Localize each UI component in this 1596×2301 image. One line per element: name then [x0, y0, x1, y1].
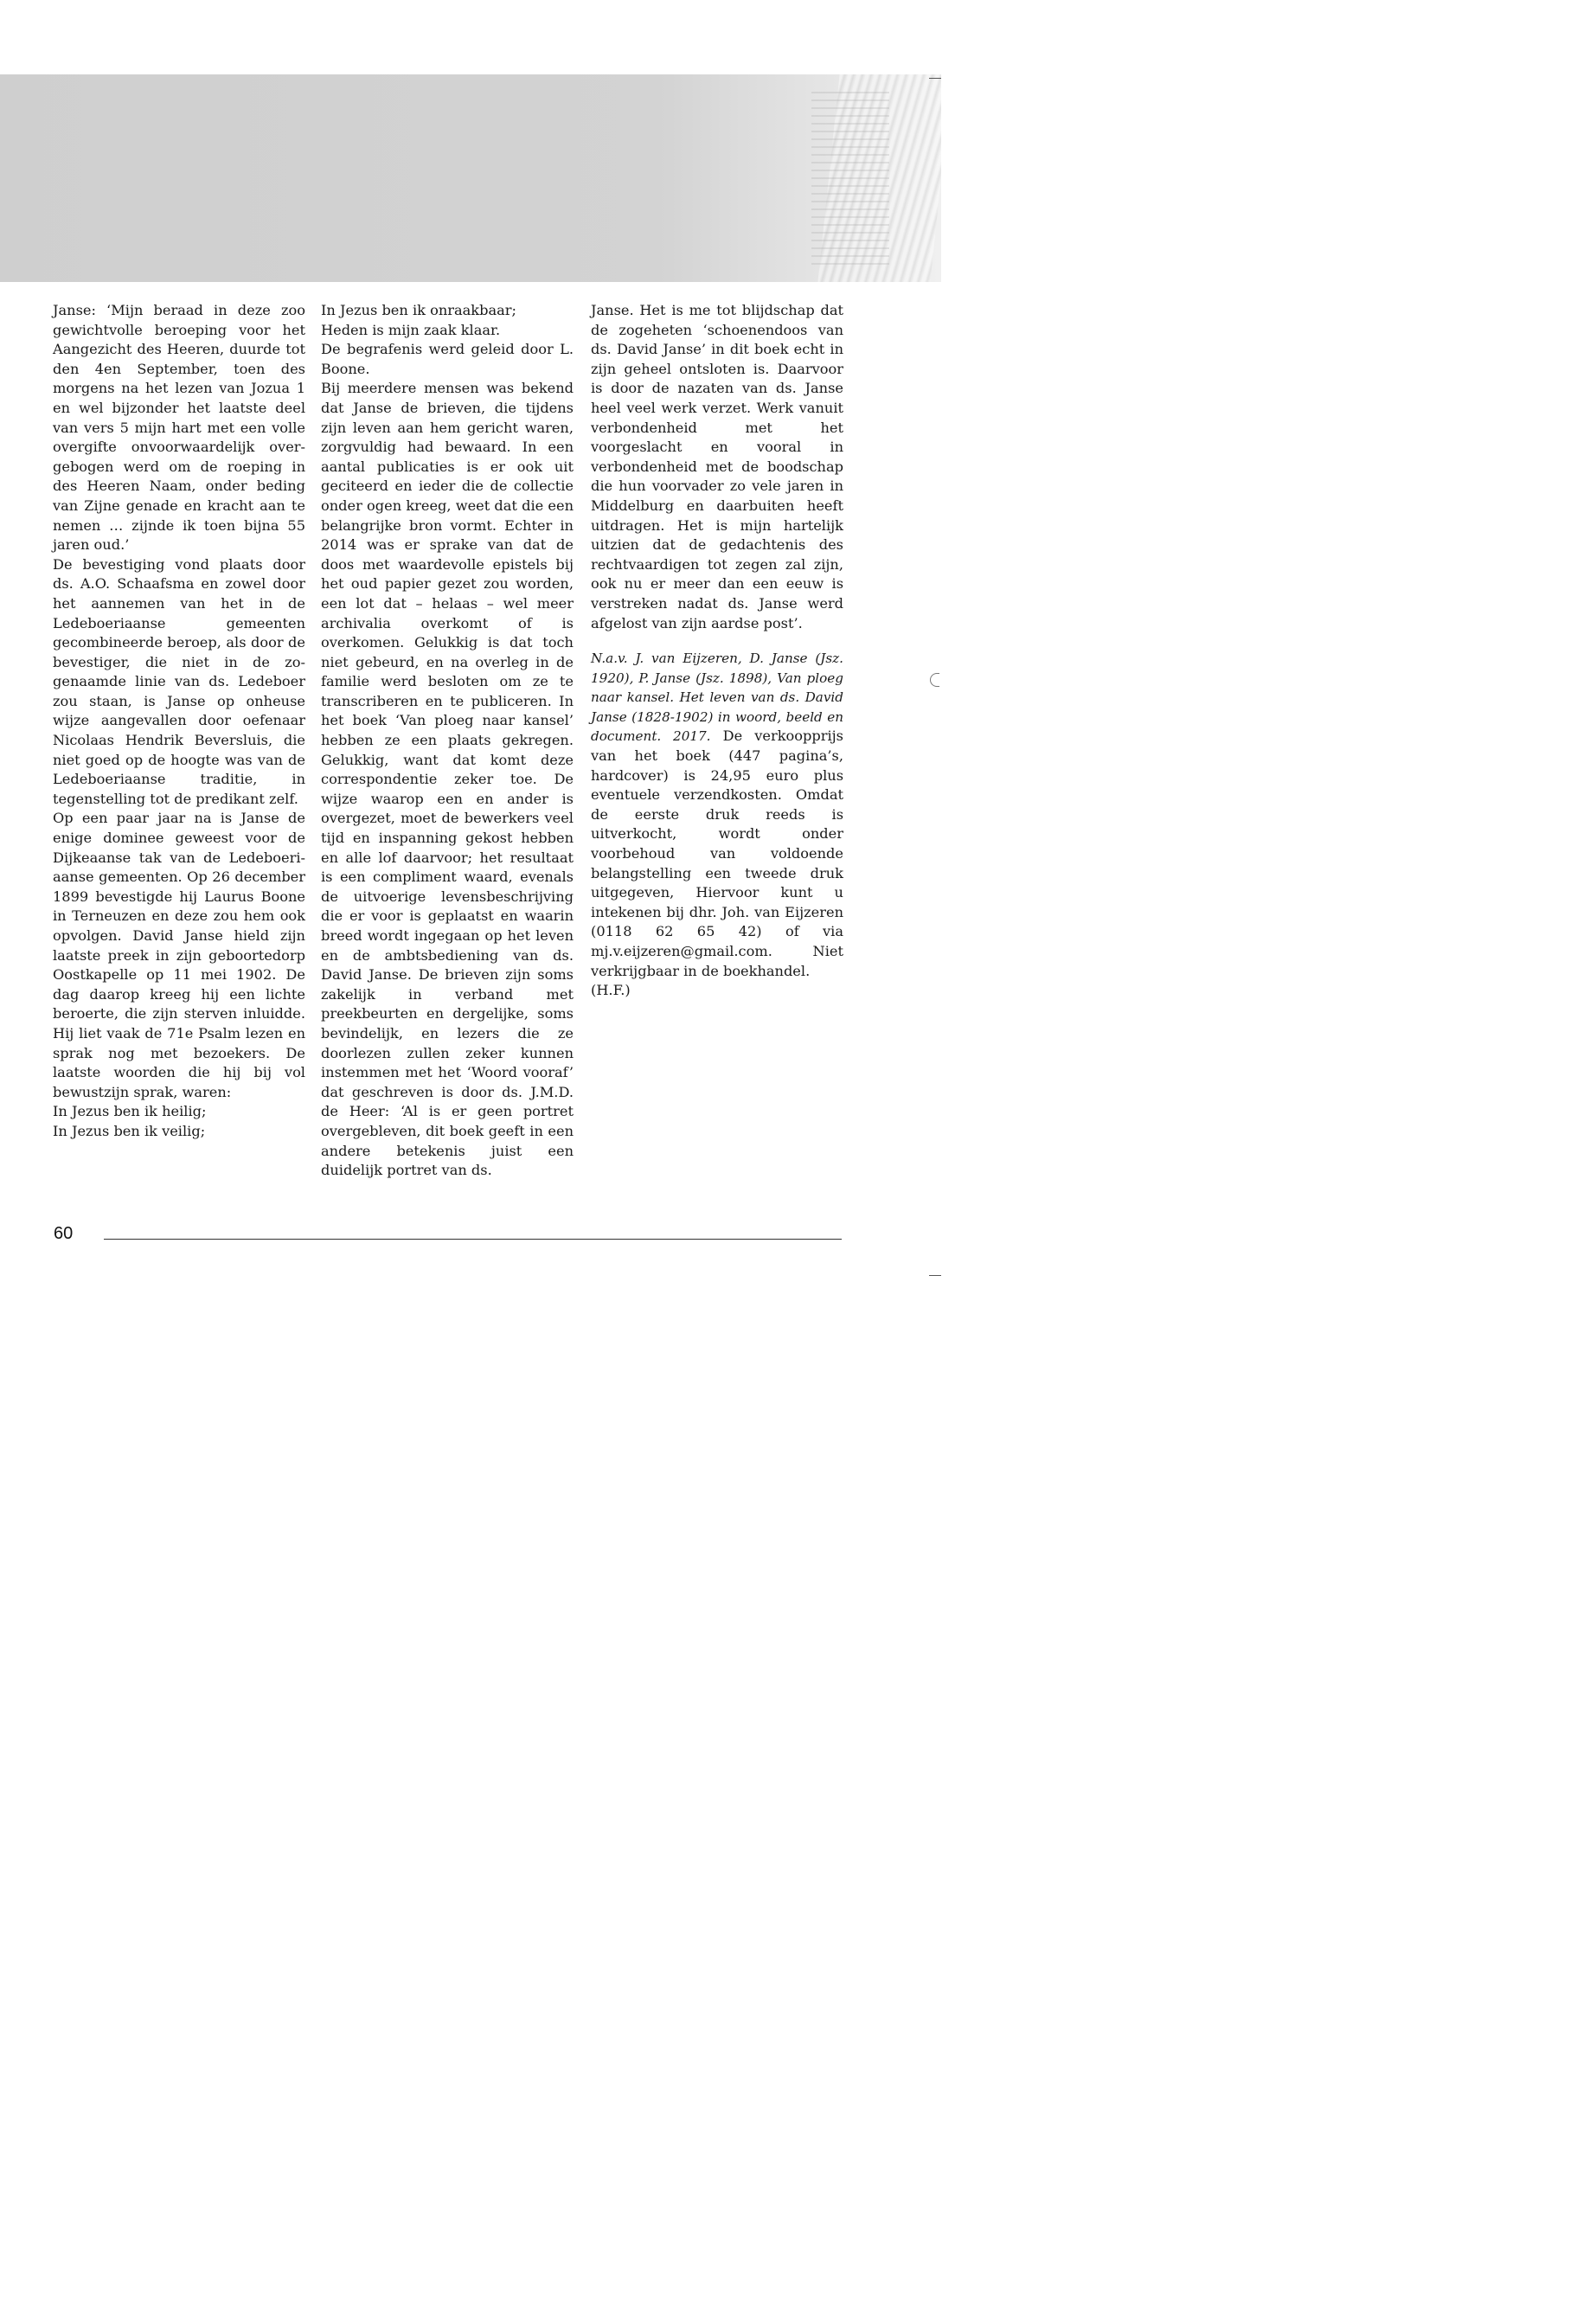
book-text-image: [811, 92, 889, 265]
header-image-band: [0, 74, 941, 282]
author-signature: (H.F.): [591, 982, 631, 999]
paragraph: Janse: ‘Mijn beraad in deze zoo gewichtvolle beroeping voor het Aangezicht des Heeren, duurde tot den 4en September, toen des morgens na het lezen van Jozua 1 en wel bijzonder het laatste deel van vers 5 mijn hart met een volle overgifte onvoorwaardelijk overgebogen werd om de roeping in des Heeren Naam, onder beding van Zijne genade en kracht aan te nemen … zijnde ik toen bijna 55 jaren oud.’: [53, 302, 305, 554]
verse-line: Heden is mijn zaak klaar.: [321, 321, 501, 338]
source-details: De verkoopprijs van het boek (447 pagina’s, hardcover) is 24,95 euro plus eventuele verzendkosten. Omdat de eerste druk reeds is uitverkocht, wordt onder voorbehoud van voldoende belangstelling een tweede druk uitgegeven, Hiervoor kunt u intekenen bij dhr. Joh. van Eijzeren (0118 62 65 42) of via mj.v.eijzeren@gmail.com. Niet verkrijgbaar in de boekhandel.: [591, 727, 843, 979]
paragraph-gap: [591, 633, 843, 649]
paragraph: Op een paar jaar na is Janse de enige dominee geweest voor de Dijkeaanse tak van de Ledeboeriaanse gemeenten. Op 26 december 1899 bevestigde hij Laurus Boone in Terneuzen en deze zou hem ook opvolgen. David Janse hield zijn laatste preek in zijn geboortedorp Oostkapelle op 11 mei 1902. De dag daarop kreeg hij een lichte beroerte, die zijn sterven inluidde. Hij liet vaak de 71e Psalm lezen en sprak nog met bezoekers. De laatste woorden die hij bij vol bewustzijn sprak, waren:: [53, 810, 305, 1100]
registration-mark: [930, 673, 939, 687]
verse-line: In Jezus ben ik onraakbaar;: [321, 302, 516, 318]
paragraph: Janse. Het is me tot blijdschap dat de zogeheten ‘schoenendoos van ds. David Janse’ in dit boek echt in zijn geheel ontsloten is. Daarvoor is door de nazaten van ds. Janse heel veel werk verzet. Werk vanuit verbondenheid met het voorgeslacht en vooral in verbondenheid met de boodschap die hun voorvader zo vele jaren in Middelburg en daarbuiten heeft uitdragen. Het is mijn hartelijk uitzien dat de gedachtenis des rechtvaardigen tot zegen zal zijn, ook nu er meer dan een eeuw is verstreken nadat ds. Janse werd afgelost van zijn aardse post’.: [591, 302, 843, 631]
source-citation: N.a.v. J. van Eijzeren, D. Janse (Jsz. 1920), P. Janse (Jsz. 1898), Van ploeg naar kansel. Het leven van ds. David Janse (1828-1902) in woord, beeld en document. 2017.: [591, 651, 843, 745]
text-column-3: [591, 301, 843, 1001]
paragraph: De bevestiging vond plaats door ds. A.O. Schaafsma en zowel door het aannemen van het in de Ledeboeriaanse gemeenten gecombineerde beroep, als door de bevestiger, die niet in de zogenaamde linie van ds. Ledeboer zou staan, is Janse op onheuse wijze aangevallen door oefenaar Nicolaas Hendrik Beversluis, die niet goed op de hoogte was van de Ledeboeriaanse traditie, in tegenstelling tot de predikant zelf.: [53, 555, 305, 807]
source-note: [591, 649, 843, 981]
crop-mark: [929, 78, 941, 79]
footer-divider: [104, 1239, 842, 1240]
paragraph: Bij meerdere mensen was bekend dat Janse de brieven, die tijdens zijn leven aan hem gericht waren, zorgvuldig had bewaard. In een aantal publicaties is er ook uit geciteerd en ieder die de collectie onder ogen kreeg, weet dat die een belangrijke bron vormt. Echter in 2014 was er sprake van dat de doos met waardevolle epistels bij het oud papier gezet zou worden, een lot dat – helaas – wel meer archivalia overkomt of is overkomen. Gelukkig is dat toch niet gebeurd, en na overleg in de familie werd besloten om ze te transcriberen en te publiceren. In het boek ‘Van ploeg naar kansel’ hebben ze een plaats gekregen. Gelukkig, want dat komt deze correspondentie zeker toe. De wijze waarop een en ander is overgezet, moet de bewerkers veel tijd en inspanning gekost hebben en alle lof daarvoor; het resultaat is een compliment waard, evenals de uitvoerige levensbeschrijving die er voor is geplaatst en waarin breed wordt ingegaan op het leven en de ambtsbediening van ds. David Janse. De brieven zijn soms zakelijk in verband met preekbeurten en dergelijke, soms bevindelijk, en lezers die ze doorlezen zullen zeker kunnen instemmen met het ‘Woord vooraf’ dat geschreven is door ds. J.M.D. de Heer: ‘Al is er geen portret overgebleven, dit boek geeft in een andere betekenis juist een duidelijk portret van ds.: [321, 380, 574, 1179]
paragraph: De begrafenis werd geleid door L. Boone.: [321, 341, 574, 377]
crop-mark: [929, 1275, 941, 1276]
text-column-2: [321, 301, 574, 1181]
text-column-1: [53, 301, 305, 1142]
verse-line: In Jezus ben ik heilig;: [53, 1103, 207, 1120]
page-number: 60: [54, 1224, 74, 1243]
verse-line: In Jezus ben ik veilig;: [53, 1122, 206, 1139]
